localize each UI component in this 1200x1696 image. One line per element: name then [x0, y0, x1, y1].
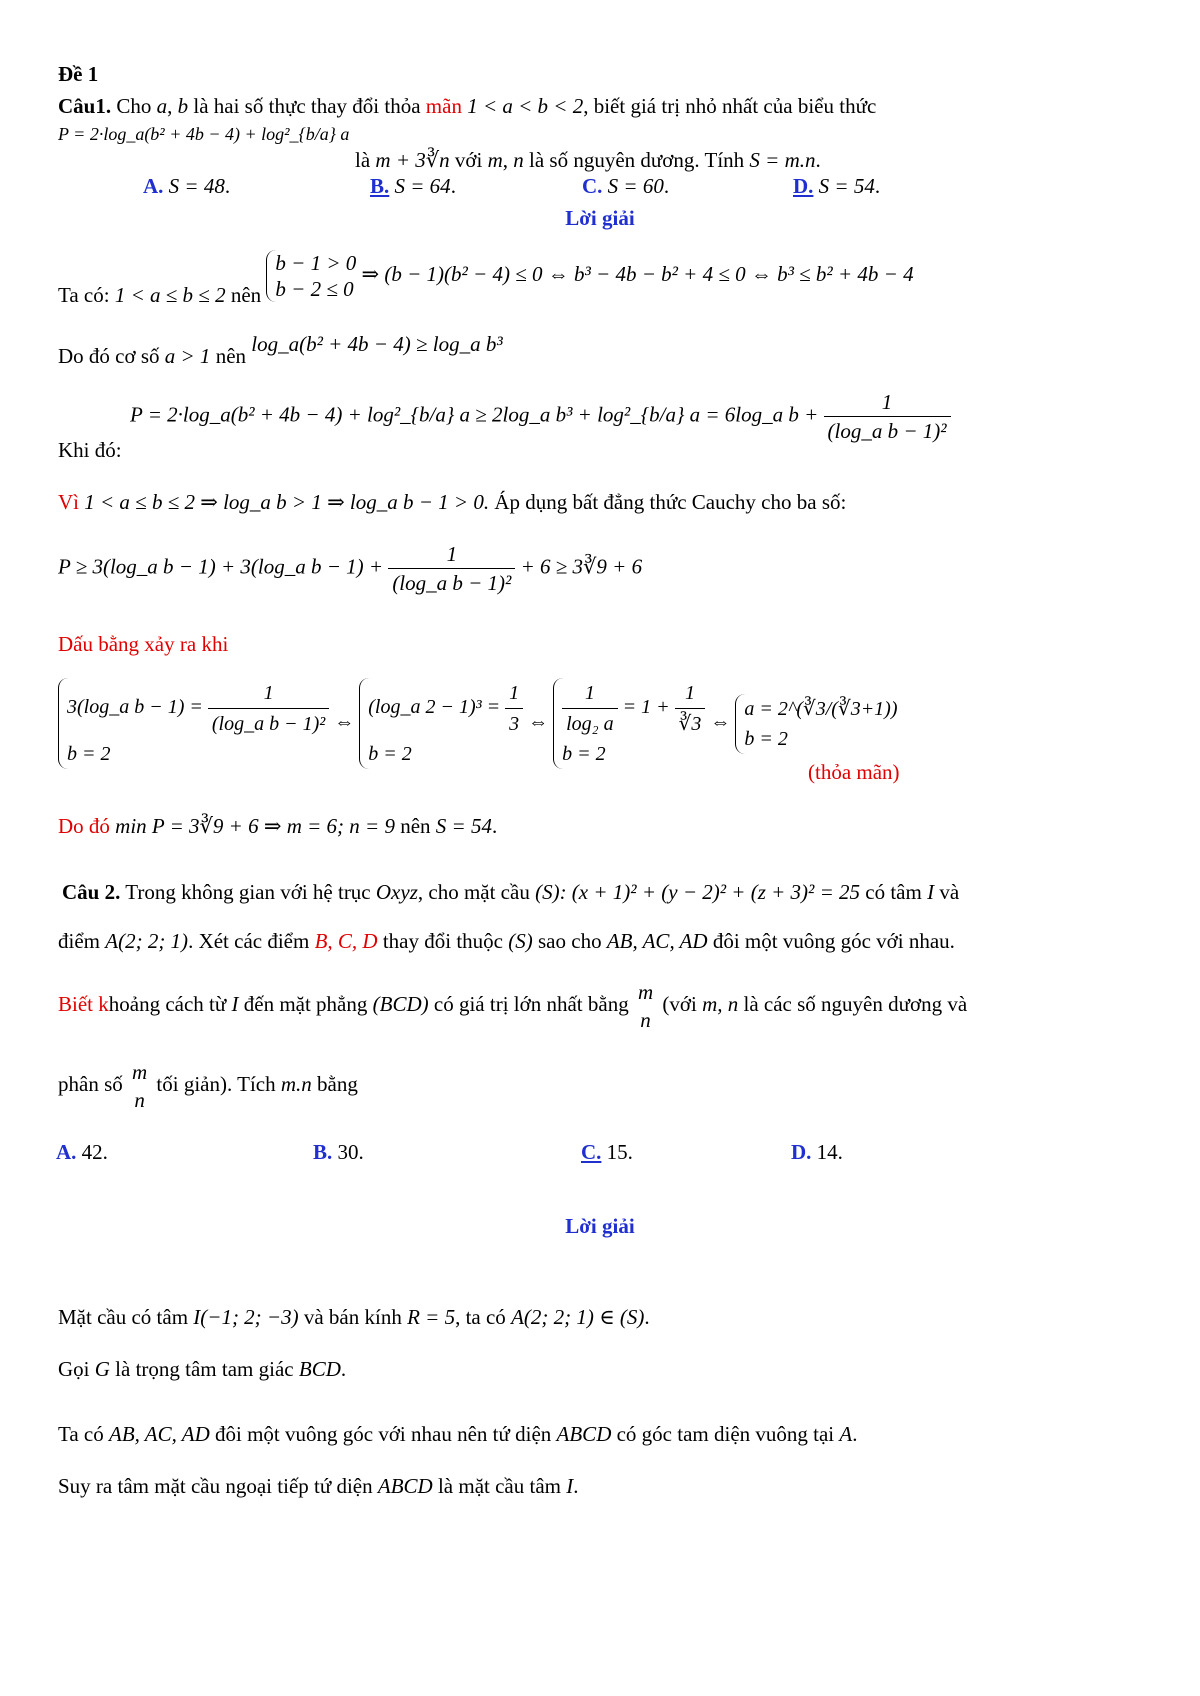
math-expression: (S): (x + 1)² + (y − 2)² + (z + 3)² = 25 [535, 880, 860, 904]
answer-value: 42 [81, 1140, 103, 1164]
text: phân số [58, 1071, 123, 1096]
solution-1-conclusion: Do đó min P = 3∛9 + 6 ⇒ m = 6; n = 9 nên S = 54. [58, 814, 498, 838]
math-expression: I [927, 880, 935, 904]
question-1-expression: P = 2·log_a(b² + 4b − 4) + log²_{b/a} a [58, 124, 350, 144]
system-row: b = 2 [368, 743, 412, 765]
system-brace [359, 678, 523, 769]
system-row: b = 2 [562, 743, 606, 765]
fraction [634, 978, 657, 1034]
math-expression: 3(log_a b − 1) = [67, 696, 203, 719]
fraction [824, 388, 951, 445]
system-row: a = 2^(∛3/(∛3+1)) [744, 697, 898, 720]
math-condition: 1 < a < b < 2 [467, 94, 584, 118]
text: Ta có [58, 1422, 104, 1446]
answer-key: A. [56, 1140, 77, 1164]
fraction-numerator: 1 [388, 540, 515, 569]
equality-condition-label: Dấu bằng xảy ra khi [58, 632, 229, 656]
iff-symbol: ⇔ [528, 711, 549, 734]
text: đến mặt phẳng [243, 991, 368, 1016]
math-expression: min P = 3∛9 + 6 ⇒ [115, 814, 282, 838]
question-2-label: Câu 2. [62, 880, 121, 904]
math-expression: m + 3∛n [375, 148, 450, 172]
satisfied-note: (thỏa mãn) [808, 760, 900, 784]
text: nên [215, 344, 247, 368]
system-row: b = 2 [67, 743, 111, 765]
text: với [454, 148, 483, 172]
question-1-line-2: là m + 3∛n với m, n là số nguyên dương. Tính S = m.n. [355, 148, 821, 172]
text: hoảng cách từ [108, 991, 227, 1016]
math-expression: + 6 ≥ 3∛9 + 6 [520, 554, 643, 579]
solution-2-line-4: Suy ra tâm mặt cầu ngoại tiếp tứ diện ABCD là mặt cầu tâm I. [58, 1474, 579, 1498]
math-expression: m.n [280, 1071, 312, 1096]
solution-2-line-3: Ta có AB, AC, AD đôi một vuông góc với nhau nên tứ diện ABCD có góc tam diện vuông tại A. [58, 1422, 858, 1446]
q2-answer-b[interactable]: B. 30. [313, 1140, 364, 1164]
answer-value: S = 54 [818, 174, 875, 198]
text: đôi một vuông góc với nhau. [712, 929, 955, 953]
highlight-text: Do đó [58, 814, 110, 838]
text: . Xét các điểm [188, 929, 310, 953]
answer-value: S = 64 [394, 174, 451, 198]
text: Trong không gian với hệ trục [125, 880, 371, 904]
text: Do đó cơ số [58, 344, 160, 368]
fraction-numerator: 1 [562, 678, 618, 709]
answer-value: 15 [606, 1140, 628, 1164]
solution-1-step-2 [58, 330, 503, 368]
iff-symbol: ⇔ [710, 711, 731, 734]
math-expression: AB, AC, AD [109, 1422, 210, 1446]
solution-1-step-1 [58, 243, 914, 309]
highlight-text: mãn [425, 94, 462, 118]
text: đôi một vuông góc với nhau nên tứ diện [215, 1422, 552, 1446]
math-expression: A [839, 1422, 853, 1446]
system-row: b = 2 [744, 727, 788, 750]
math-expression: (S) [508, 929, 533, 953]
fraction-denominator: (log_a b − 1)² [211, 713, 326, 735]
math-expression: I [231, 991, 239, 1016]
solution-title-1: Lời giải [565, 206, 635, 230]
fraction [562, 678, 618, 739]
answer-key: B. [313, 1140, 333, 1164]
math-expression: log_a(b² + 4b − 4) ≥ log_a b³ [251, 332, 503, 356]
text: nên [230, 283, 262, 307]
text: bằng [317, 1071, 358, 1096]
math-expression: I [566, 1474, 574, 1498]
text: có tâm [865, 880, 922, 904]
solution-2-line-2: Gọi G là trọng tâm tam giác BCD. [58, 1357, 347, 1381]
math-expression: S = 54 [435, 814, 492, 838]
answer-key: C. [581, 1140, 602, 1164]
math-expression: (log_a 2 − 1)³ = [368, 696, 501, 719]
answer-value: S = 48 [168, 174, 225, 198]
text: , cho mặt cầu [417, 880, 530, 904]
fraction-numerator: 1 [675, 678, 706, 709]
q2-answer-a[interactable]: A. 42. [56, 1140, 108, 1164]
fraction-denominator: log₂ a [566, 713, 614, 735]
page-title: Đề 1 [58, 62, 99, 86]
math-expression: A(2; 2; 1) ∈ (S) [511, 1305, 645, 1329]
fraction [128, 1058, 151, 1114]
fraction [505, 678, 523, 739]
question-2-line-4 [58, 1058, 358, 1114]
khi-do-label: Khi đó: [58, 438, 122, 462]
math-expression: G [94, 1357, 110, 1381]
answer-key: C. [582, 174, 603, 198]
math-expression: ABCD [377, 1474, 433, 1498]
q1-answer-d[interactable]: D. S = 54. [793, 174, 881, 198]
fraction [388, 540, 515, 597]
text: (với [662, 991, 697, 1016]
fraction-numerator: m [132, 1060, 148, 1084]
fraction [208, 678, 329, 739]
math-expression: P = 2·log_a(b² + 4b − 4) + log²_{b/a} a ≥ 2log_a b³ + log²_{b/a} a = 6log_a b + [130, 402, 819, 427]
math-expression: S = m.n [749, 148, 816, 172]
system-brace [553, 678, 705, 769]
text: là hai số thực thay đổi thỏa [193, 94, 421, 118]
answer-value: S = 60 [607, 174, 664, 198]
answer-value: 30 [337, 1140, 359, 1164]
text: sao cho [538, 929, 602, 953]
math-expression: ; n = 9 [337, 814, 395, 838]
question-2-line-3 [58, 978, 967, 1034]
question-2-line-2 [58, 927, 955, 955]
text: Mặt cầu có tâm [58, 1305, 189, 1329]
text: và [939, 880, 960, 904]
answer-key: B. [370, 174, 390, 198]
highlight-text: B, C, D [314, 929, 378, 953]
fraction-numerator: 1 [208, 678, 329, 709]
solution-2-line-1: Mặt cầu có tâm I(−1; 2; −3) và bán kính R = 5, ta có A(2; 2; 1) ∈ (S). [58, 1305, 650, 1329]
q1-answer-b[interactable]: B. S = 64. [370, 174, 456, 198]
iff-symbol: ⇔ [334, 711, 355, 734]
answer-key: D. [793, 174, 814, 198]
fraction-denominator: 3 [509, 713, 520, 735]
system-brace [266, 250, 356, 302]
math-expression: AB, AC, AD [606, 929, 708, 953]
solution-1-step-5 [58, 540, 642, 597]
text: là [355, 148, 371, 172]
text: tối giản). Tích [156, 1071, 276, 1096]
math-expression: R = 5 [407, 1305, 456, 1329]
highlight-text: Vì [58, 490, 79, 514]
text: thay đổi thuộc [382, 929, 503, 953]
math-expression: BCD [298, 1357, 341, 1381]
text: là số nguyên dương. Tính [529, 148, 745, 172]
system-brace [58, 678, 329, 769]
text: Cho [116, 94, 152, 118]
math-expression: P ≥ 3(log_a b − 1) + 3(log_a b − 1) + [58, 554, 384, 579]
q1-answer-c[interactable]: C. S = 60. [582, 174, 670, 198]
text: Ta có: [58, 283, 110, 307]
math-condition: a > 1 [164, 344, 211, 368]
text: và bán kính [303, 1305, 402, 1329]
text: có giá trị lớn nhất bằng [433, 991, 629, 1016]
solution-1-step-7 [58, 678, 898, 769]
q2-answer-d[interactable]: D. 14. [791, 1140, 843, 1164]
math-expression: 1 < a ≤ b ≤ 2 ⇒ log_a b > 1 ⇒ log_a b − 1 > 0. [84, 490, 490, 514]
text: có góc tam diện vuông tại [616, 1422, 835, 1446]
solution-title-2: Lời giải [565, 1214, 635, 1238]
math-expression: m = 6 [286, 814, 338, 838]
answer-key: D. [791, 1140, 812, 1164]
solution-1-step-4 [58, 488, 846, 516]
question-1-line-1: Câu1. Cho a, b là hai số thực thay đổi thỏa mãn 1 < a < b < 2, biết giá trị nhỏ nhất của biểu thức [58, 94, 877, 118]
text: nên [400, 814, 431, 838]
text: Gọi [58, 1357, 90, 1381]
fraction [675, 678, 706, 739]
question-1-label: Câu1. [58, 94, 112, 118]
text: là trọng tâm tam giác [115, 1357, 294, 1381]
solution-1-step-3 [130, 388, 951, 445]
math-expression: I(−1; 2; −3) [193, 1305, 299, 1329]
fraction-denominator: n [640, 1008, 651, 1032]
q2-answer-c[interactable]: C. 15. [581, 1140, 633, 1164]
fraction-denominator: (log_a b − 1)² [392, 571, 512, 595]
question-2-line-1 [62, 878, 959, 906]
text: là mặt cầu tâm [437, 1474, 561, 1498]
fraction-numerator: 1 [824, 388, 951, 417]
answer-value: 14 [816, 1140, 838, 1164]
q1-answer-a[interactable]: A. S = 48. [143, 174, 231, 198]
math-expression: Oxyz [375, 880, 418, 904]
text: Suy ra tâm mặt cầu ngoại tiếp tứ diện [58, 1474, 373, 1498]
text: Áp dụng bất đẳng thức Cauchy cho ba số: [494, 490, 847, 514]
math-expression: = 1 + [622, 696, 670, 719]
highlight-text: Biết k [58, 991, 109, 1016]
math-expression: m, n [702, 991, 739, 1016]
math-expression: ⇒ (b − 1)(b² − 4) ≤ 0 ⇔ b³ − 4b − b² + 4 ≤ 0 ⇔ b³ ≤ b² + 4b − 4 [361, 261, 914, 286]
system-row: b − 1 > 0 [275, 251, 357, 275]
fraction-numerator: m [637, 980, 654, 1004]
fraction-numerator: 1 [505, 678, 523, 709]
math-expression: A(2; 2; 1) [105, 929, 189, 953]
text: là các số nguyên dương và [743, 991, 968, 1016]
fraction-denominator: ∛3 [678, 713, 702, 735]
fraction-denominator: n [134, 1088, 145, 1112]
text: điểm [58, 929, 100, 953]
math-expression: ABCD [556, 1422, 612, 1446]
answer-key: A. [143, 174, 164, 198]
math-expression: (BCD) [372, 991, 429, 1016]
text: , biết giá trị nhỏ nhất của biểu thức [583, 94, 877, 118]
system-brace [735, 694, 897, 754]
fraction-denominator: (log_a b − 1)² [827, 419, 947, 443]
text: , ta có [455, 1305, 506, 1329]
math-condition: 1 < a ≤ b ≤ 2 [114, 283, 226, 307]
system-row: b − 2 ≤ 0 [275, 277, 354, 301]
